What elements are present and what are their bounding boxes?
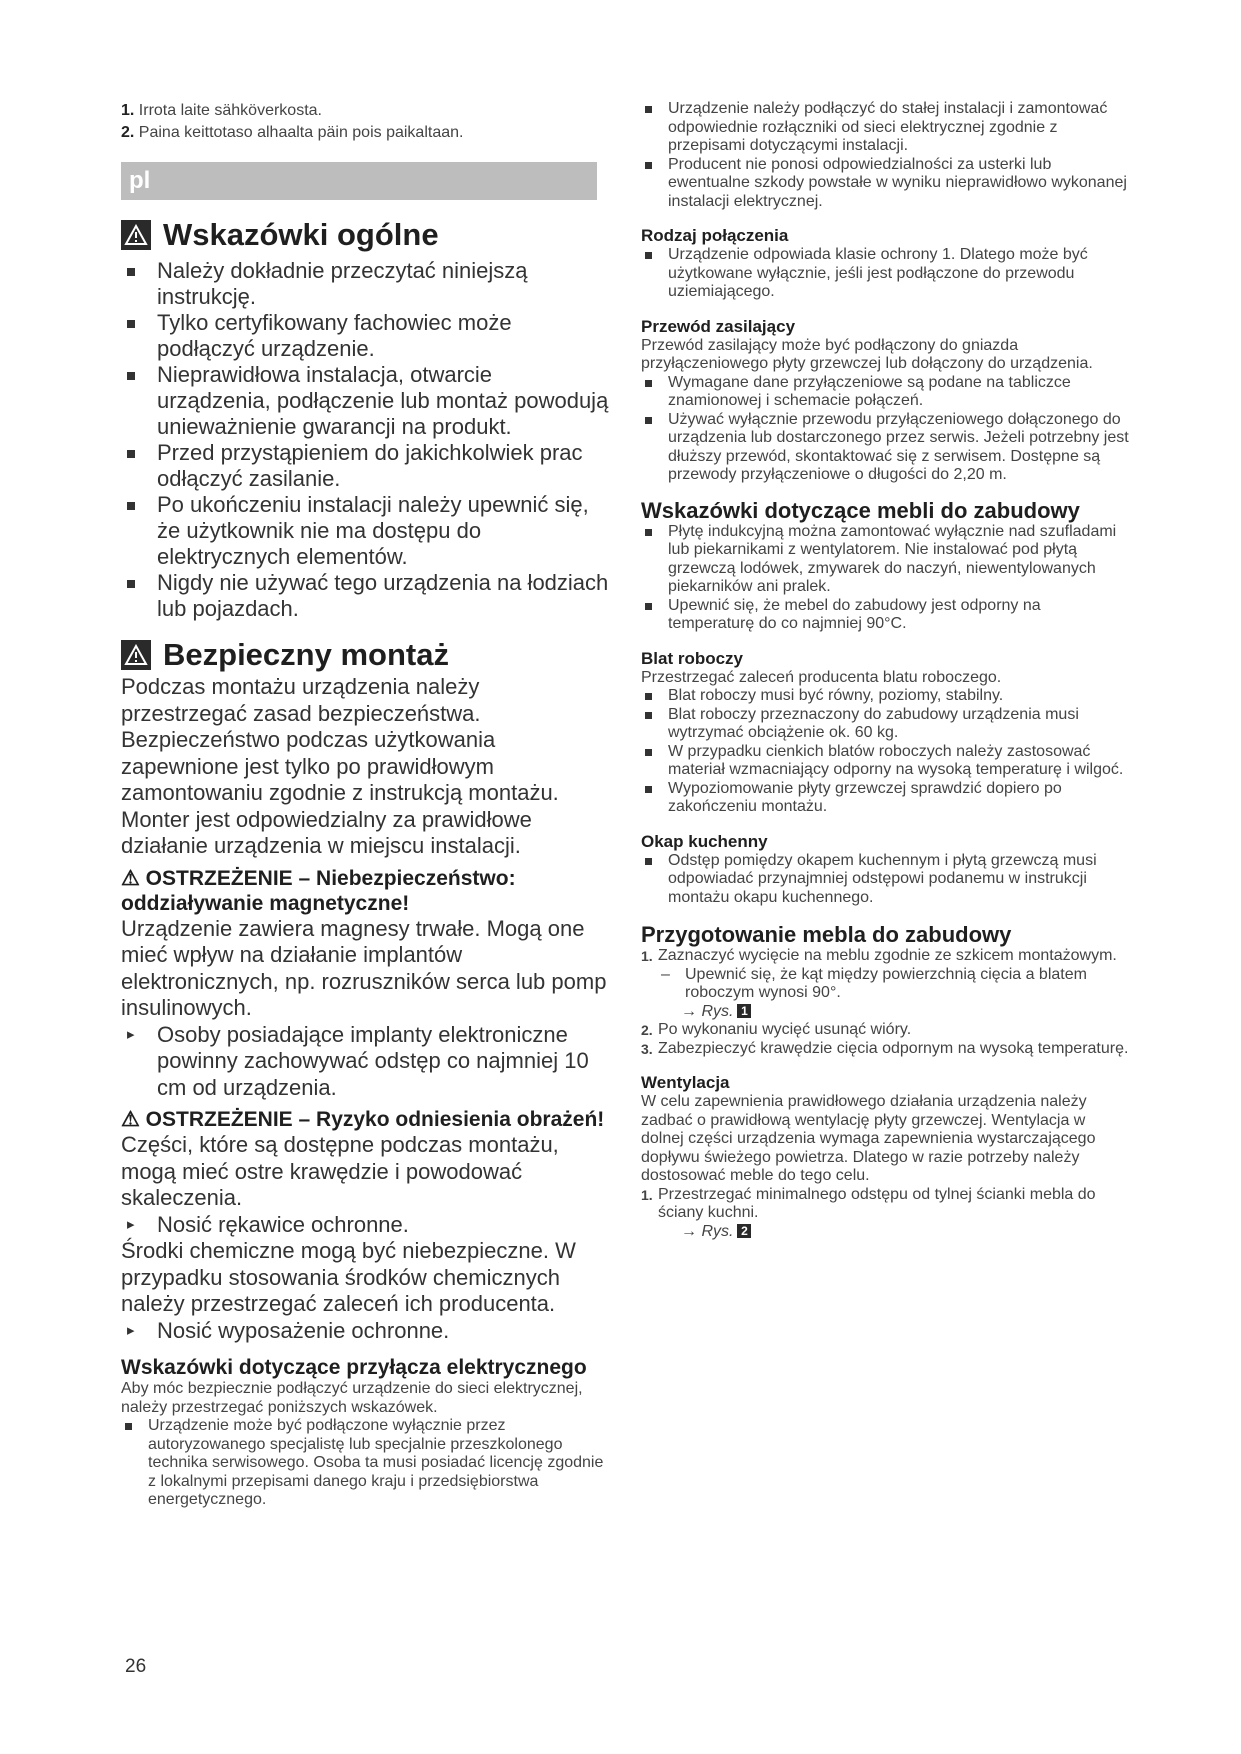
electric-intro: Aby móc bezpiecznie podłączyć urządzenie do sieci elektrycznej, należy przestrzegać poniższych wskazówek. [121, 1380, 583, 1416]
general-title: Wskazówki ogólne [121, 216, 611, 254]
sub-item: – Upewnić się, że kąt między powierzchnią cięcia a blatem roboczym wynosi 90°. [641, 966, 1131, 1003]
list-item: 2. Po wykonaniu wycięć usunąć wióry. [641, 1021, 912, 1038]
warning-heading: ⚠ OSTRZEŻENIE – Ryzyko odniesienia obrażeń! [121, 1108, 605, 1131]
action-item: ▸ Osoby posiadające implanty elektroniczne powinny zachowywać odstęp co najmniej 10 cm od urządzenia. [121, 1022, 611, 1102]
list-item: Nieprawidłowa instalacja, otwarcie urządzenia, podłączenie lub montaż powodują unieważnienie gwarancji na produkt. [121, 362, 611, 440]
vent-intro: W celu zapewnienia prawidłowego działania urządzenia należy zadbać o prawidłową wentylację płyty grzewczej. Wentylacja w dolnej części urządzenia wymaga zapewnienia wystarczającego dopływu świeżego powietrza. Dlatego w razie potrzeby należy dostosować meble do tego celu. [641, 1093, 1096, 1184]
general-list [121, 258, 611, 622]
list-item: Urządzenie może być podłączone wyłącznie przez autoryzowanego specjalistę lub specjalnie przeszkolonego technika serwisowego. Osoba ta musi posiadać licencję zgodnie z lokalnymi przepisami danego kraju i przedsiębiorstwa energetycznego. [121, 1417, 611, 1510]
connection-title: Rodzaj połączenia [641, 226, 789, 245]
electric-title: Wskazówki dotyczące przyłącza elektrycznego [121, 1356, 587, 1379]
cable-intro: Przewód zasilający może być podłączony do gniazda przyłączeniowego płyty grzewczej lub dołączony do urządzenia. [641, 336, 1093, 372]
cable-title: Przewód zasilający [641, 316, 796, 336]
list-item: Po ukończeniu instalacji należy upewnić się, że użytkownik nie ma dostępu do elektrycznych elementów. [121, 492, 611, 570]
list-item: Przed przystąpieniem do jakichkolwiek prac odłączyć zasilanie. [121, 440, 611, 492]
worktop-list [641, 687, 1131, 817]
warning-icon [121, 640, 151, 670]
action-item: ▸ Nosić wyposażenie ochronne. [121, 1318, 611, 1345]
top-steps [121, 100, 611, 144]
prep-title: Przygotowanie mebla do zabudowy [641, 922, 1012, 947]
right-column [641, 100, 1131, 1241]
figure-reference: → Rys. 1 [641, 1003, 1131, 1022]
warning-triangle-icon: ⚠ [121, 1108, 140, 1131]
worktop-intro: Przestrzegać zaleceń producenta blatu roboczego. [641, 668, 1002, 686]
language-bar: pl [121, 162, 597, 200]
list-item: 3. Zabezpieczyć krawędzie cięcia odpornym na wysoką temperaturę. [641, 1039, 1129, 1057]
figure-number-badge: 1 [737, 1004, 751, 1018]
worktop-title: Blat roboczy [641, 648, 744, 668]
chemical-text: Środki chemiczne mogą być niebezpieczne. W przypadku stosowania środków chemicznych należy przestrzegać zaleceń ich producenta. [121, 1238, 576, 1316]
list-item: Upewnić się, że mebel do zabudowy jest odporny na temperaturę do co najmniej 90°C. [641, 597, 1131, 634]
warning-text: Urządzenie zawiera magnesy trwałe. Mogą one mieć wpływ na działanie implantów elektronicznych, np. rozruszników serca lub pomp insulinowych. [121, 915, 607, 1020]
warning-text: Części, które są dostępne podczas montażu, mogą mieć ostre krawędzie i powodować skaleczenia. [121, 1132, 559, 1210]
action-item: ▸ Nosić rękawice ochronne. [121, 1212, 611, 1239]
list-item: Urządzenie należy podłączyć do stałej instalacji i zamontować odpowiednie rozłączniki od sieci elektrycznej zgodnie z przepisami dotyczącymi instalacji. [641, 100, 1131, 156]
hood-list [641, 852, 1131, 908]
list-item: Wypoziomowanie płyty grzewczej sprawdzić dopiero po zakończeniu montażu. [641, 780, 1131, 817]
list-item: 1. Irrota laite sähköverkosta. [121, 102, 322, 119]
left-column [121, 100, 611, 1510]
list-item: Tylko certyfikowany fachowiec może podłączyć urządzenie. [121, 310, 611, 362]
vent-title: Wentylacja [641, 1073, 730, 1092]
prep-steps [641, 947, 1131, 1058]
figure-reference: → Rys. 2 [641, 1223, 1131, 1242]
list-item: Producent nie ponosi odpowiedzialności za usterki lub ewentualne szkody powstałe w wyniku nieprawidłowo wykonanej instalacji elektrycznej. [641, 156, 1131, 212]
figure-number-badge: 2 [737, 1224, 751, 1238]
list-item: Płytę indukcyjną można zamontować wyłącznie nad szufladami lub piekarnikami z wentylatorem. Nie instalować pod płytą grzewczą lodówek, zmywarek do naczyń, niewentylowanych piekarników ani pralek. [641, 523, 1131, 597]
warning-heading: ⚠ OSTRZEŻENIE – Niebezpieczeństwo: oddziaływanie magnetyczne! [121, 866, 516, 915]
electric-list [121, 1417, 611, 1510]
vent-steps [641, 1186, 1131, 1242]
list-item: Wymagane dane przyłączeniowe są podane na tabliczce znamionowej i schemacie połączeń. [641, 374, 1131, 411]
list-item: W przypadku cienkich blatów roboczych należy zastosować materiał wzmacniający odporny na wysoką temperaturę i wilgoć. [641, 743, 1131, 780]
hood-title: Okap kuchenny [641, 831, 768, 851]
list-item: 2. Paina keittotaso alhaalta päin pois paikaltaan. [121, 124, 464, 141]
furniture-list [641, 523, 1131, 634]
furniture-title: Wskazówki dotyczące mebli do zabudowy [641, 497, 1080, 523]
list-item: Blat roboczy przeznaczony do zabudowy urządzenia musi wytrzymać obciążenie ok. 60 kg. [641, 706, 1131, 743]
page-number: 26 [125, 1656, 147, 1677]
list-item: Blat roboczy musi być równy, poziomy, stabilny. [641, 687, 1131, 706]
warning-icon [121, 220, 151, 250]
safe-paragraph: Podczas montażu urządzenia należy przestrzegać zasad bezpieczeństwa. [121, 674, 481, 726]
list-item: Używać wyłącznie przewodu przyłączeniowego dołączonego do urządzenia lub dostarczonego przez serwis. Jeżeli potrzebny jest dłuższy przewód, skontaktować się z serwisem. Dostępne są przewody przyłączeniowe o długości do 2,20 m. [641, 411, 1131, 485]
safe-paragraph: Bezpieczeństwo podczas użytkowania zapewnione jest tylko po prawidłowym zamontowaniu zgodnie z instrukcją montażu. Monter jest odpowiedzialny za prawidłowe działanie urządzenia w miejscu instalacji. [121, 727, 559, 858]
list-item: Urządzenie odpowiada klasie ochrony 1. Dlatego może być użytkowane wyłącznie, jeśli jest podłączone do przewodu uziemiającego. [641, 246, 1131, 302]
list-item: Należy dokładnie przeczytać niniejszą instrukcję. [121, 258, 611, 310]
list-item: 1. Przestrzegać minimalnego odstępu od tylnej ścianki mebla do ściany kuchni. → Rys. 2 [641, 1186, 1131, 1242]
list-item: Nigdy nie używać tego urządzenia na łodziach lub pojazdach. [121, 570, 611, 622]
list-item: 1. Zaznaczyć wycięcie na meblu zgodnie ze szkicem montażowym. – Upewnić się, że kąt między powierzchnią cięcia a blatem roboczym wynosi 90°. → Rys. 1 [641, 947, 1131, 1021]
safe-title: Bezpieczny montaż [121, 636, 611, 674]
cable-list [641, 374, 1131, 485]
warning-triangle-icon: ⚠ [121, 866, 140, 890]
list-item: Odstęp pomiędzy okapem kuchennym i płytą grzewczą musi odpowiadać przynajmniej odstępowi podanemu w instrukcji montażu okapu kuchennego. [641, 852, 1131, 908]
electric-list-continued [641, 100, 1131, 211]
connection-list [641, 246, 1131, 302]
